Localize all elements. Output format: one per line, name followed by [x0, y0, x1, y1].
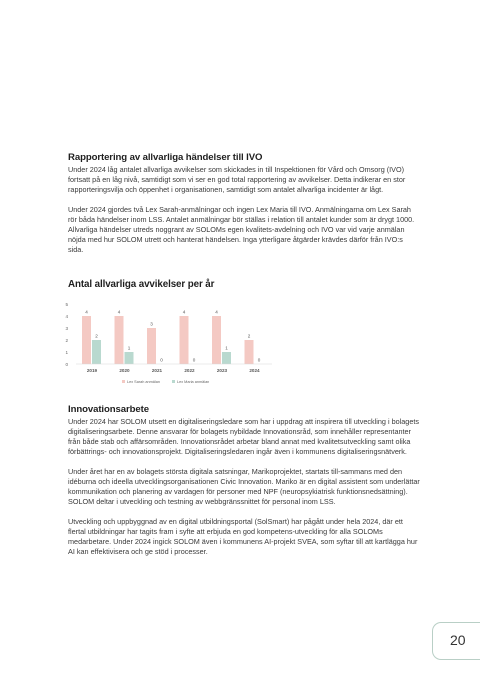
- y-tick-label: 5: [65, 302, 68, 307]
- paragraph: Under 2024 har SOLOM utsett en digitaliseringsledare som har i uppdrag att inspirera till utveckling i bolagets digitaliseringsarbete. Denne ansvarar för bolagets nybildade Innovationsråd, som innehåller representanter från både stab och affärsområden. Innovationsrådet arbetar bland annat med kvalitetsutveckling samt olika förbättrings- och innovationsprojekt. Digitaliseringsledaren ingår även i kommunens digitaliseringsnätverk.: [68, 417, 420, 456]
- data-label: 1: [127, 345, 131, 351]
- chart-title: Antal allvarliga avvikelser per år: [68, 279, 215, 290]
- data-label: 4: [215, 309, 218, 315]
- bar-2020-lex-maria: [125, 352, 134, 364]
- data-label: 2: [247, 333, 251, 339]
- y-tick-label: 2: [65, 338, 68, 343]
- legend-label: Lex Sarah anmälan: [127, 380, 160, 384]
- bar-2022-lex-sarah: [180, 316, 189, 364]
- section-heading: Innovationsarbete: [68, 404, 149, 415]
- bar-2021-lex-sarah: [147, 328, 156, 364]
- bar-2020-lex-sarah: [115, 316, 124, 364]
- paragraph: Utveckling och uppbyggnad av en digital utbildningsportal (SolSmart) har pågått under hela 2024, där ett flertal utbildningar har tagits fram i syfte att erbjuda en god kompetens-utveckling för alla SOLOMs medarbetare. Under 2024 ingick SOLOM även i kommunens AI-projekt SVEA, som syftar till att kartlägga hur AI kan effektivisera och ge stöd i processer.: [68, 517, 418, 556]
- y-tick-label: 4: [65, 314, 68, 319]
- legend-label: Lex Maria anmälan: [177, 380, 210, 384]
- data-label: 1: [225, 345, 228, 351]
- paragraph: Under 2024 låg antalet allvarliga avvikelser som skickades in till Inspektionen för Vård och Omsorg (IVO) fortsatt på en låg nivå, samtidigt som vi ser en god total rapportering av avvikelser. Detta indikerar en stor rapporteringsvilja och öppenhet i organisationen, samtidigt som antalet allvarliga incidenter är lågt.: [68, 165, 406, 194]
- data-label: 4: [85, 309, 88, 315]
- bar-2023-lex-maria: [222, 352, 231, 364]
- paragraph: Under året har en av bolagets största digitala satsningar, Marikoprojektet, startats till-sammans med den idéburna och ideella utvecklingsorganisationen Civic Innovation. Mariko är en digital assistent som underlättar kommunikation och planering av vardagen för personer med NPF (neuropsykiatrisk funktionsnedsättning). SOLOM deltar i utveckling och testning av webbgränssnittet för personal inom LSS.: [68, 467, 420, 506]
- paragraph: Under 2024 gjordes två Lex Sarah-anmälningar och ingen Lex Maria till IVO. Anmälningarna om Lex Sarah rör båda händelser inom LSS. Antalet anmälningar bör ställas i relation till antalet kunder som är drygt 1000. Allvarliga händelser utreds noggrant av SOLOMs egen kvalitets-avdelning och IVO var vid varje anmälan nöjda med hur SOLOM utrett och hanterat händelsen. Inga ytterligare åtgärder krävdes därför från IVO:s sida.: [68, 205, 415, 254]
- x-tick-label: 2021: [151, 368, 163, 373]
- bar-2019-lex-maria: [92, 340, 101, 364]
- y-tick-label: 3: [65, 326, 68, 331]
- data-label: 4: [117, 309, 121, 315]
- x-tick-label: 2022: [184, 368, 195, 373]
- data-label: 3: [150, 321, 153, 327]
- bar-2019-lex-sarah: [82, 316, 91, 364]
- y-tick-label: 1: [65, 350, 68, 355]
- y-tick-label: 0: [65, 362, 68, 367]
- data-label: 0: [257, 357, 261, 363]
- section-heading: Rapportering av allvarliga händelser till IVO: [68, 152, 263, 163]
- bar-chart: [62, 298, 282, 390]
- legend-swatch: [172, 380, 175, 383]
- section-ivo-reporting: [68, 152, 420, 255]
- data-label: 4: [182, 309, 186, 315]
- x-tick-label: 2020: [119, 368, 130, 373]
- page-number: 20: [450, 632, 466, 648]
- x-tick-label: 2019: [86, 368, 98, 373]
- bar-2023-lex-sarah: [212, 316, 221, 364]
- x-tick-label: 2024: [249, 368, 260, 373]
- legend-swatch: [122, 380, 125, 383]
- data-label: 0: [160, 357, 163, 363]
- data-label: 2: [95, 333, 98, 339]
- x-tick-label: 2023: [216, 368, 228, 373]
- section-innovation: [68, 404, 420, 557]
- bar-2024-lex-sarah: [245, 340, 254, 364]
- data-label: 0: [192, 357, 196, 363]
